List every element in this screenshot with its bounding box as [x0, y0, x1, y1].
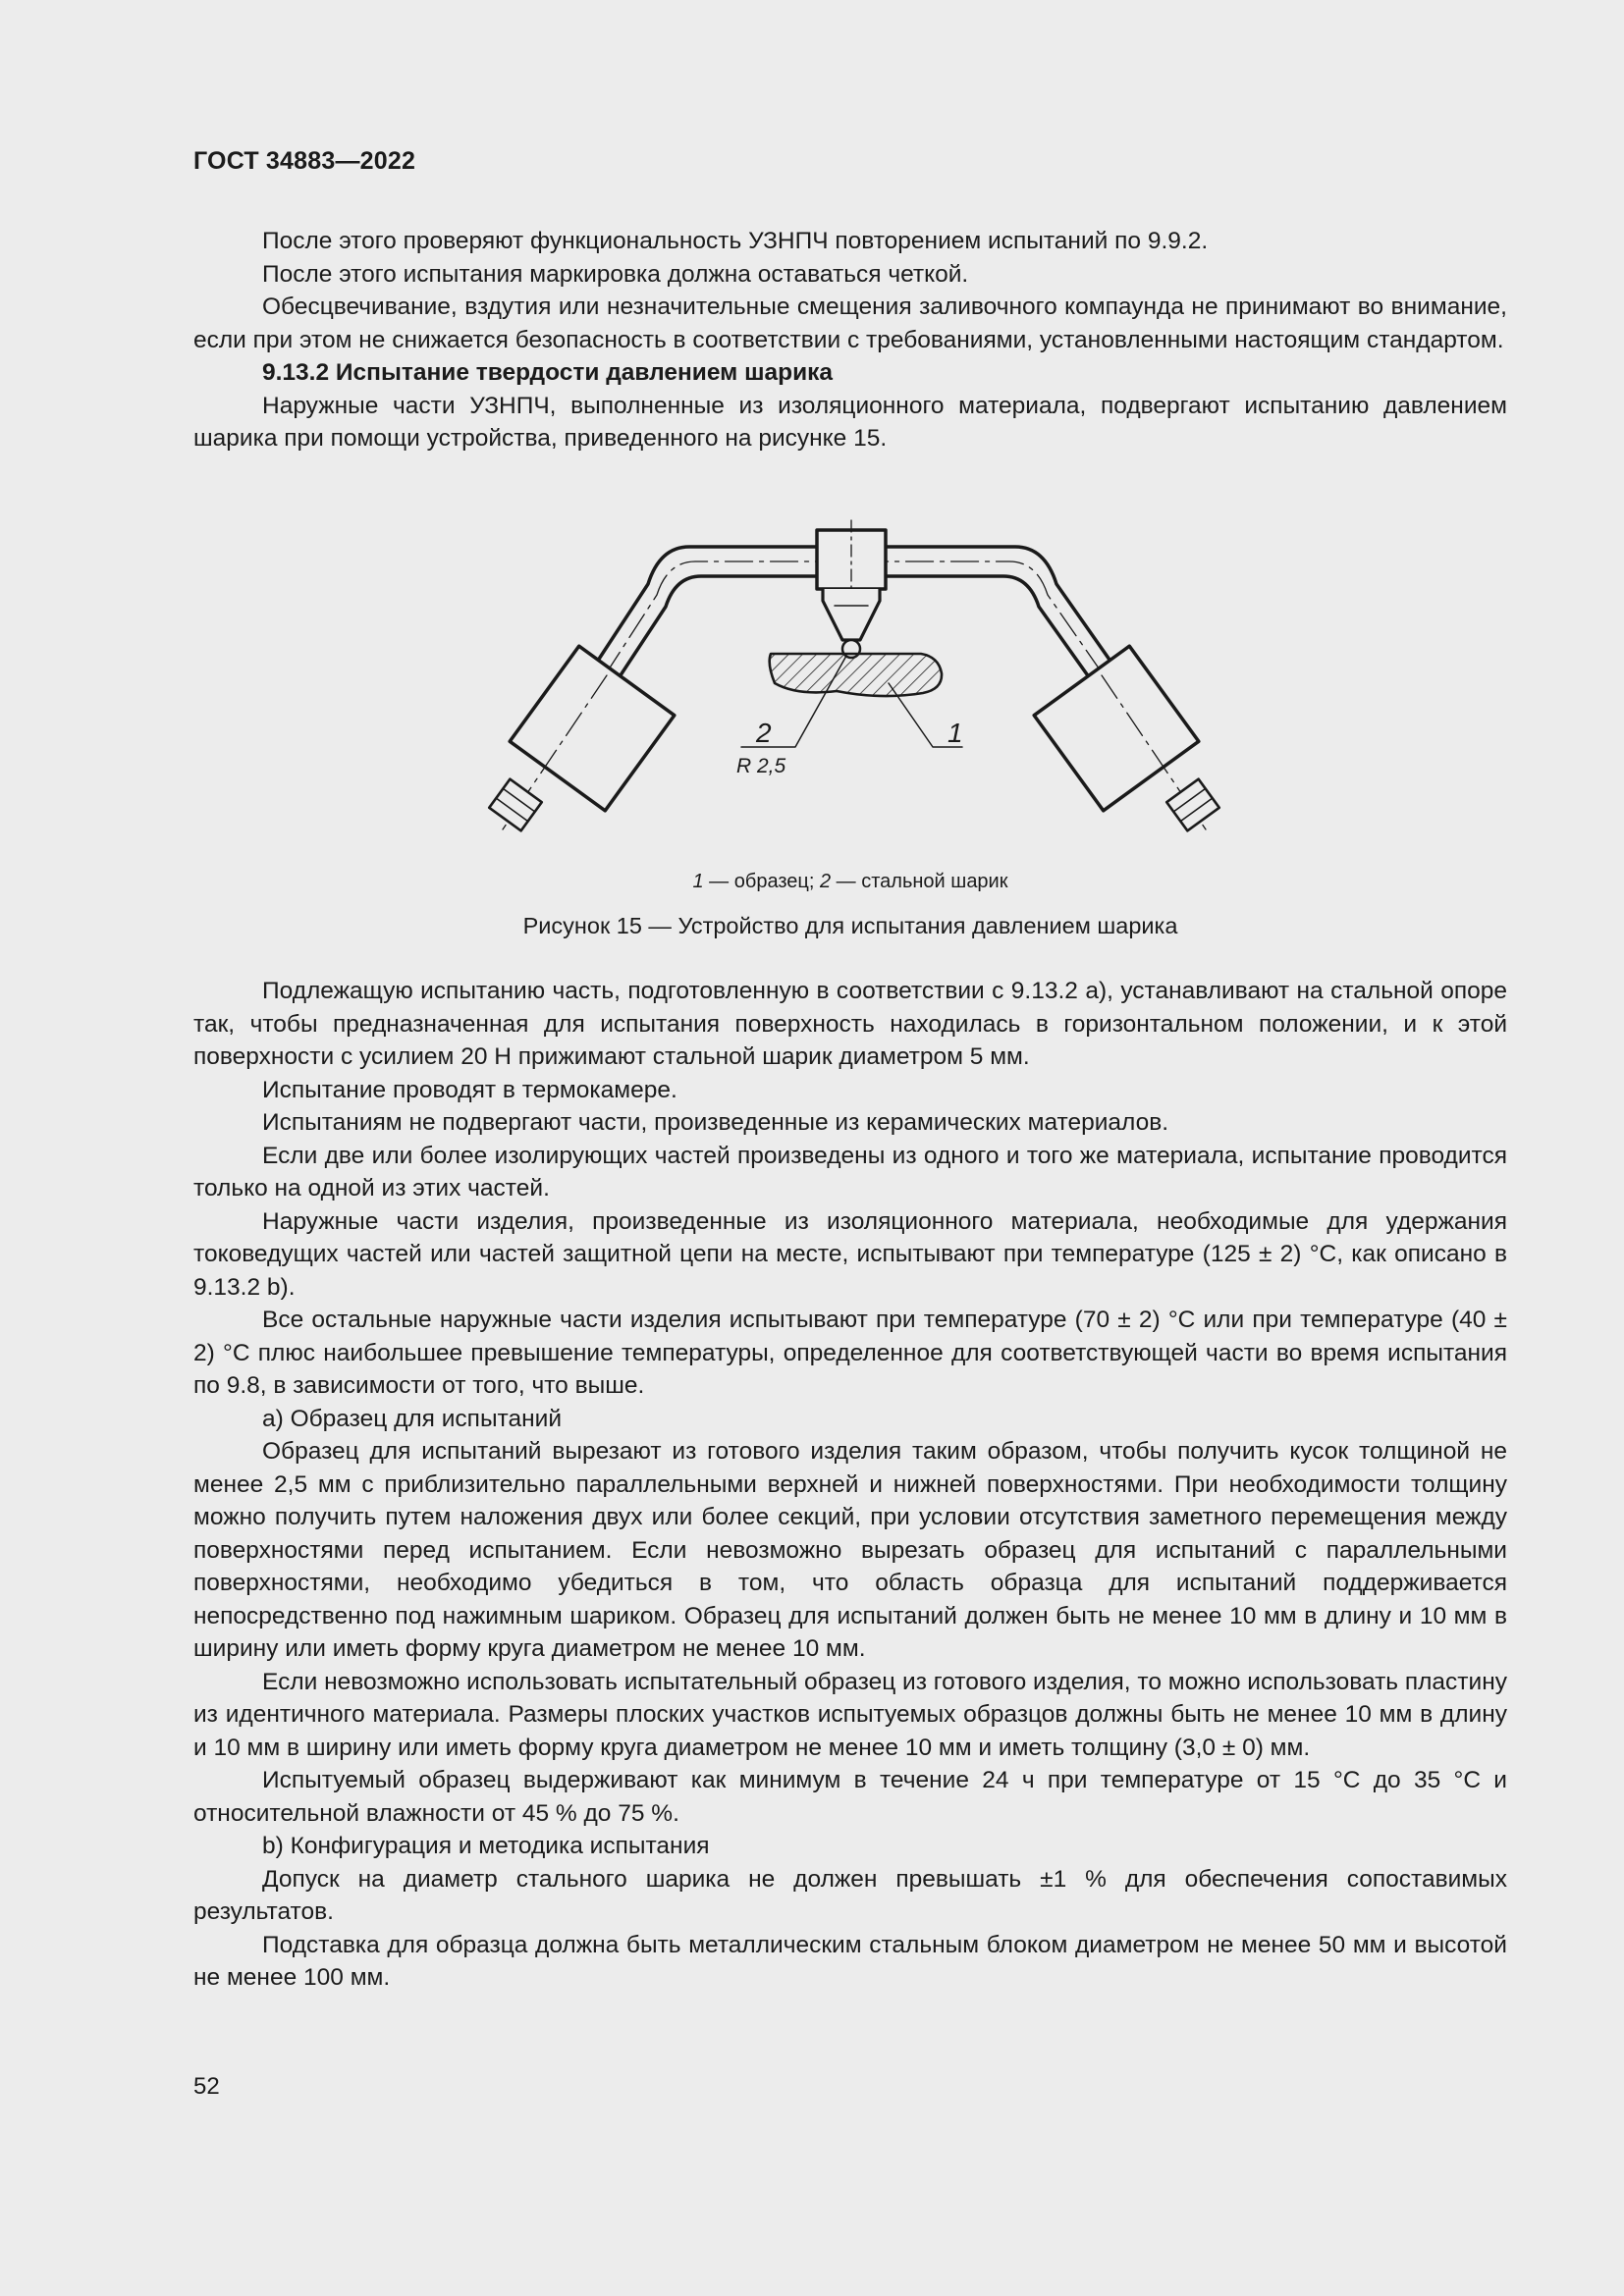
paragraph: После этого испытания маркировка должна оставаться четкой.	[262, 260, 969, 288]
paragraph: Испытаниям не подвергают части, произведенные из керамических материалов.	[262, 1109, 1169, 1136]
paragraph: Если невозможно использовать испытательный образец из готового изделия, то можно использовать пластину из идентичного материала. Размеры плоских участков испытуемых образцов должны быть не менее 10 мм в длину и 10 мм в ширину или иметь форму круга диаметром не менее 10 мм и иметь толщину (3,0 ± 0) мм.	[193, 1668, 1507, 1761]
paragraph: Все остальные наружные части изделия испытывают при температуре (70 ± 2) °С или при температуре (40 ± 2) °С плюс наибольшее превышение температуры, определенное для соответствующей части во время испытания по 9.8, в зависимости от того, что выше.	[193, 1307, 1507, 1399]
right-nut	[1166, 779, 1219, 831]
figure-caption: Рисунок 15 — Устройство для испытания давлением шарика	[522, 913, 1178, 938]
paragraph: Подлежащую испытанию часть, подготовленную в соответствии с 9.13.2 a), устанавливают на стальной опоре так, чтобы предназначенная для испытания поверхность находилась в горизонтальном положении, и к этой поверхности с усилием 20 Н прижимают стальной шарик диаметром 5 мм.	[193, 978, 1507, 1070]
left-nut	[489, 779, 542, 831]
paragraph: Подставка для образца должна быть металлическим стальным блоком диаметром не менее 50 мм и высотой не менее 100 мм.	[193, 1931, 1507, 1991]
specimen	[770, 654, 942, 696]
intro-text	[193, 225, 1507, 455]
document-header: ГОСТ 34883—2022	[193, 147, 416, 175]
label-radius: R 2,5	[736, 755, 786, 777]
paragraph: Если две или более изолирующих частей произведены из одного и того же материала, испытание проводится только на одной из этих частей.	[193, 1142, 1507, 1201]
label-2: 2	[756, 718, 772, 748]
legend-text-2: — стальной шарик	[831, 871, 1008, 892]
paragraph: Обесцвечивание, вздутия или незначительные смещения заливочного компаунда не принимают во внимание, если при этом не снижается безопасность в соответствии с требованиями, установленными настоящим стандартом.	[193, 294, 1507, 353]
figure-legend	[193, 871, 1507, 893]
paragraph: После этого проверяют функциональность УЗНПЧ повторением испытаний по 9.9.2.	[262, 228, 1209, 254]
label-1: 1	[947, 718, 963, 748]
paragraph: Наружные части изделия, произведенные из изоляционного материала, необходимые для удержания токоведущих частей или частей защитной цепи на месте, испытывают при температуре (125 ± 2) °С, как описано в 9.13.2 b).	[193, 1207, 1507, 1301]
right-weight	[1034, 646, 1199, 811]
indenter	[823, 589, 880, 640]
legend-text-1: — образец;	[703, 871, 820, 892]
legend-number-2: 2	[819, 871, 832, 892]
left-weight	[510, 646, 675, 811]
apparatus-drawing	[432, 510, 1276, 844]
subsection-heading: a) Образец для испытаний	[262, 1405, 563, 1432]
paragraph: Наружные части УЗНПЧ, выполненные из изоляционного материала, подвергают испытанию давлением шарика при помощи устройства, приведенного на рисунке 15.	[193, 392, 1507, 452]
page-number: 52	[193, 2073, 220, 2100]
paragraph: Допуск на диаметр стального шарика не должен превышать ±1 % для обеспечения сопоставимых результатов.	[193, 1865, 1507, 1925]
paragraph: Образец для испытаний вырезают из готового изделия таким образом, чтобы получить кусок толщиной не менее 2,5 мм с приблизительно параллельными верхней и нижней поверхностями. При необходимости толщину можно получить путем наложения двух или более секций, при условии отсутствия заметного перемещения между поверхностями перед испытанием. Если невозможно вырезать образец для испытаний с параллельными поверхностями, необходимо убедиться в том, что область образца для испытаний поддерживается непосредственно под нажимным шариком. Образец для испытаний должен быть не менее 10 мм в длину и 10 мм в ширину или иметь форму круга диаметром не менее 10 мм.	[193, 1438, 1507, 1662]
ball-pressure-apparatus-figure	[432, 510, 1276, 844]
paragraph: Испытуемый образец выдерживают как минимум в течение 24 ч при температуре от 15 °С до 35 °С и относительной влажности от 45 % до 75 %.	[193, 1767, 1507, 1827]
subsection-heading: b) Конфигурация и методика испытания	[262, 1833, 710, 1859]
legend-number-1: 1	[692, 871, 704, 892]
paragraph: Испытание проводят в термокамере.	[262, 1076, 677, 1103]
section-heading: 9.13.2 Испытание твердости давлением шарика	[262, 359, 834, 386]
body-text	[193, 975, 1507, 1995]
